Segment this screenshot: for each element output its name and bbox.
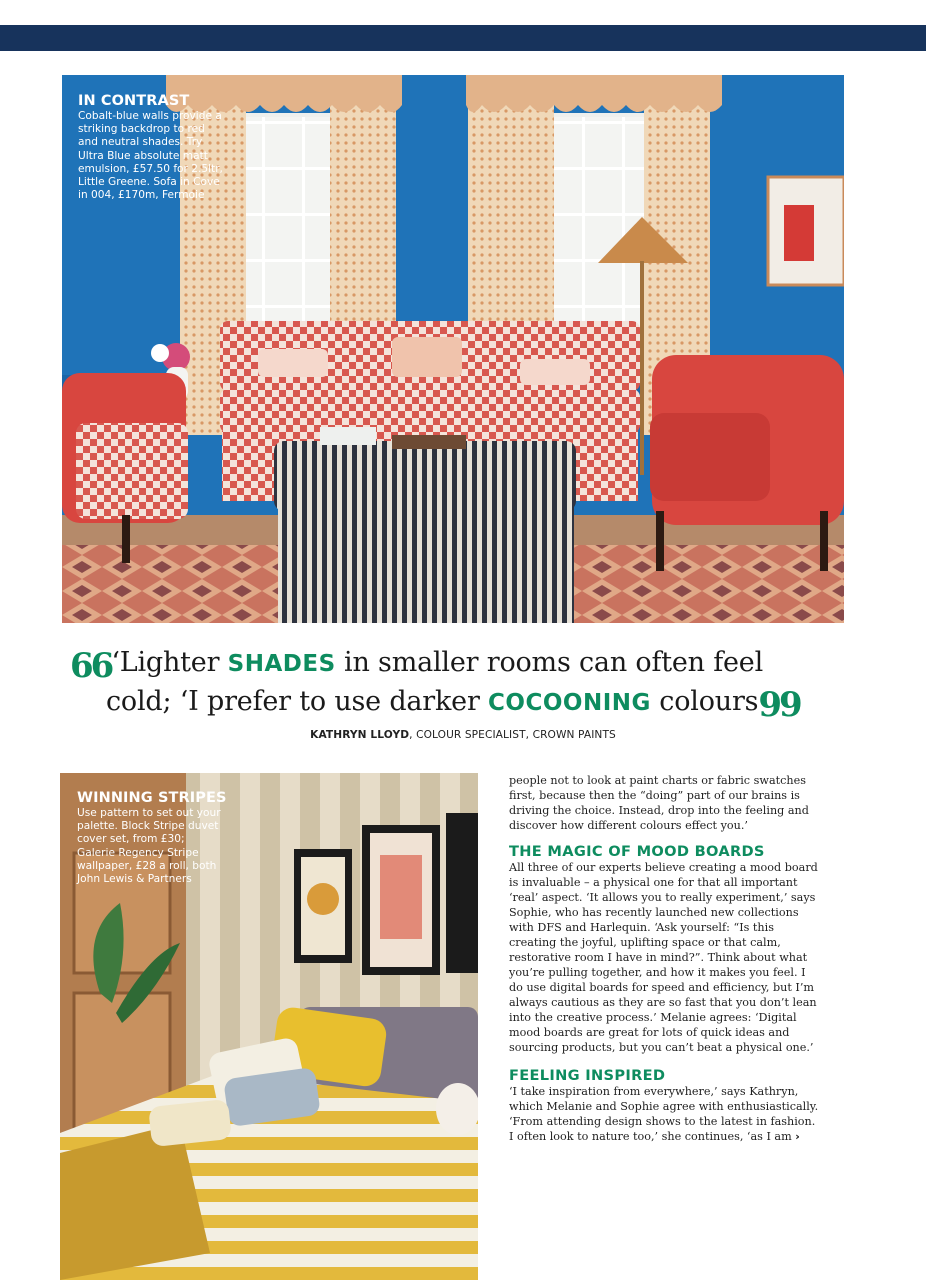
caption-line: in 004, £170m, Fermoie: [78, 189, 205, 202]
article-body: [509, 773, 849, 1144]
header-banner: [0, 25, 926, 51]
caption-line: palette. Block Stripe duvet: [77, 820, 219, 833]
continue-arrow-icon: ›: [795, 1130, 800, 1143]
pull-quote: [70, 645, 860, 723]
quote-text: colours: [650, 686, 759, 717]
text-line: Sophie, who has recently launched new collections: [509, 906, 799, 919]
quote-highlight: SHADES: [227, 651, 336, 677]
caption-line: Cobalt-blue walls provide a: [78, 110, 222, 122]
text-line: first, because then the “doing” part of our brains is: [509, 789, 800, 802]
caption-winning-stripes: [77, 790, 267, 886]
text-line: into the creative process.’ Melanie agrees: ‘Digital: [509, 1011, 797, 1024]
text-line-last: [509, 1129, 849, 1144]
quote-highlight: COCOONING: [488, 690, 651, 716]
quote-text: in smaller rooms can often feel: [335, 647, 764, 678]
text-line: which Melanie and Sophie agree with enthusiastically.: [509, 1100, 819, 1113]
text-line: people not to look at paint charts or fabric swatches: [509, 774, 806, 787]
caption-line: Little Greene. Sofa in Cove: [78, 176, 220, 189]
text-line: ‘I take inspiration from everywhere,’ says Kathryn,: [509, 1085, 799, 1098]
caption-line: Use pattern to set out your: [77, 807, 221, 819]
text-line: driving the choice. Instead, drop into the feeling and: [509, 804, 809, 817]
close-quote-mark: 99: [758, 685, 800, 725]
text-line: sourcing products, but you can’t beat a physical one.’: [509, 1041, 814, 1054]
text-line: All three of our experts believe creating a mood board: [509, 861, 818, 874]
caption-line: wallpaper, £28 a roll, both: [77, 859, 217, 872]
caption-in-contrast: [78, 93, 263, 202]
text-line: with DFS and Harlequin. ‘Ask yourself: “Is this: [509, 921, 774, 934]
text-line: is invaluable – a physical one for that all important: [509, 876, 798, 889]
text-line: do use digital boards for speed and efficiency, but I’m: [509, 981, 814, 994]
caption-text: [77, 807, 267, 886]
caption-title: IN CONTRAST: [78, 93, 190, 109]
caption-line: emulsion, £57.50 for 2.5ltr,: [78, 162, 223, 175]
text-line: I often look to nature too,’ she continues, ‘as I am: [509, 1130, 792, 1143]
caption-line: cover set, from £30;: [77, 833, 185, 846]
caption-title: WINNING STRIPES: [77, 790, 227, 806]
text-line: ‘real’ aspect. ‘It allows you to really experiment,’ says: [509, 891, 816, 904]
caption-line: Ultra Blue absolute matt: [78, 149, 208, 162]
quote-text: ‘Lighter: [111, 647, 228, 678]
mood-boards-paragraph: [509, 860, 849, 1055]
text-line: restorative room I have in mind?”. Think about what: [509, 951, 808, 964]
quote-attribution: [0, 729, 926, 741]
text-line: creating the joyful, uplifting space or that calm,: [509, 936, 781, 949]
section-heading: THE MAGIC OF MOOD BOARDS: [509, 843, 765, 860]
pull-quote-line-2: [70, 684, 860, 723]
feeling-inspired-paragraph: [509, 1084, 849, 1144]
quote-text: cold; ‘I prefer to use darker: [106, 686, 489, 717]
caption-line: and neutral shades. Try: [78, 136, 203, 149]
text-line: discover how different colours effect you.’: [509, 819, 748, 832]
text-line: mood boards are great for lots of quick ideas and: [509, 1026, 790, 1039]
attribution-role: , COLOUR SPECIALIST, CROWN PAINTS: [409, 729, 616, 741]
pull-quote-line-1: [70, 645, 860, 684]
caption-line: striking backdrop to red: [78, 123, 205, 136]
caption-line: Galerie Regency Stripe: [77, 846, 199, 859]
intro-paragraph: [509, 773, 849, 833]
text-line: ‘From attending design shows to the latest in fashion.: [509, 1115, 816, 1128]
text-line: always cautious as they are so fast that you don’t lean: [509, 996, 817, 1009]
caption-line: John Lewis & Partners: [77, 873, 192, 886]
caption-text: [78, 110, 263, 202]
text-line: you’re pulling together, and how it makes you feel. I: [509, 966, 806, 979]
open-quote-mark: 66: [70, 646, 112, 686]
section-heading: FEELING INSPIRED: [509, 1067, 666, 1084]
attribution-name: KATHRYN LLOYD: [310, 729, 410, 741]
